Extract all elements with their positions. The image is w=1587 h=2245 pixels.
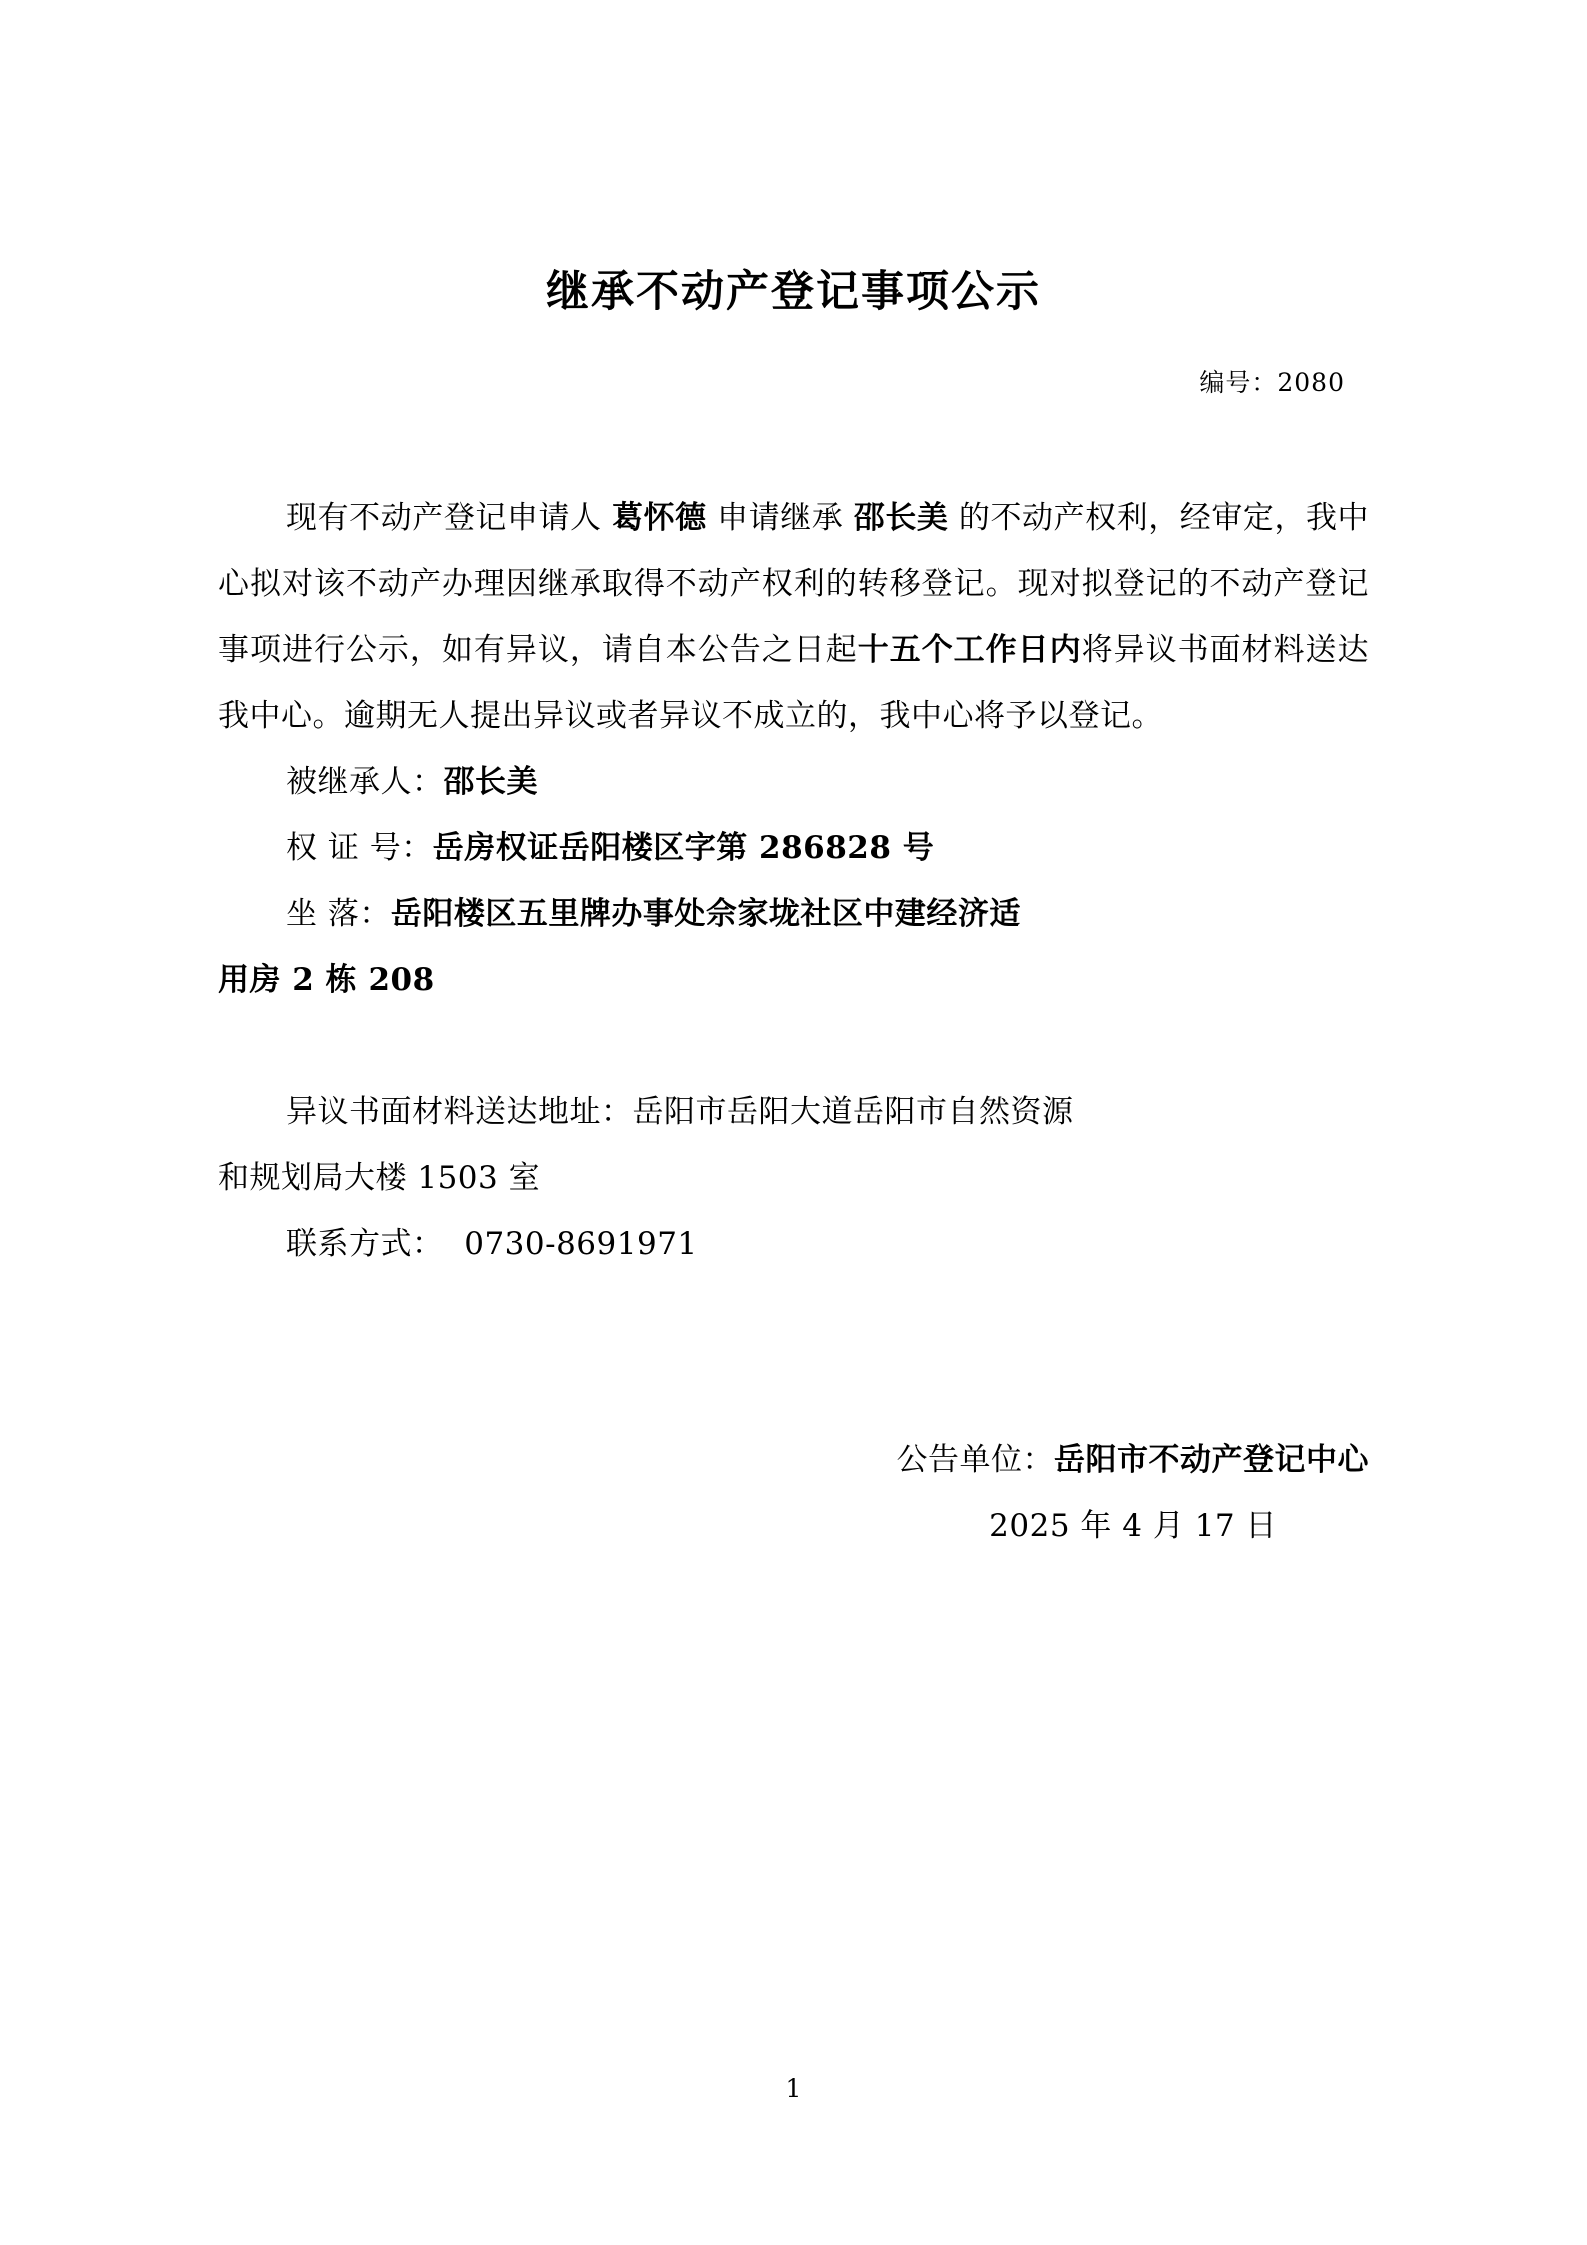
paragraph-segment-1: 现有不动产登记申请人 — [286, 500, 602, 536]
field-location-value: 岳阳楼区五里牌办事处佘家垅社区中建经济适 — [390, 896, 1021, 932]
signature-unit-value: 岳阳市不动产登记中心 — [1054, 1442, 1369, 1478]
signature-unit — [0, 1427, 1369, 1493]
document-body — [218, 485, 1369, 1277]
notice-address-label: 异议书面材料送达地址： — [286, 1094, 633, 1130]
paragraph-segment-3: 的不动产权利，经审定，我中心拟对该不动产办理因继承取得不动产权利的转移登记。现对拟登记的不动产登记事项进行公示，如有异议，请自本公告之日起 — [218, 500, 1370, 668]
field-location — [218, 881, 1369, 947]
signature-date: 2025 年 4 月 17 日 — [989, 1508, 1277, 1544]
field-decedent — [218, 749, 1369, 815]
field-decedent-value: 邵长美 — [443, 764, 538, 800]
applicant-name: 葛怀德 — [612, 500, 707, 536]
field-certificate-value: 岳房权证岳阳楼区字第 286828 号 — [432, 830, 935, 866]
paragraph-segment-2: 申请继承 — [717, 500, 844, 536]
field-location-label: 坐 落： — [286, 896, 391, 932]
notice-address-value: 岳阳市岳阳大道岳阳市自然资源 — [632, 1094, 1074, 1130]
paragraph-emphasis: 十五个工作日内 — [857, 632, 1082, 668]
document-number — [0, 363, 1345, 399]
signature-unit-label: 公告单位： — [896, 1442, 1054, 1478]
contact-line — [218, 1211, 1369, 1277]
document-number-value: 2080 — [1277, 368, 1345, 397]
page-title: 继承不动产登记事项公示 — [546, 267, 1041, 317]
field-certificate-label: 权 证 号： — [286, 830, 433, 866]
notice-address — [218, 1079, 1369, 1145]
page-number: 1 — [785, 2074, 802, 2103]
decedent-name-inline: 邵长美 — [853, 500, 949, 536]
field-location-value-continued: 用房 2 栋 208 — [218, 962, 435, 998]
paragraph-segment-4: 将异议书面材料送达我中心。逾期无人提出异议或者异议不成立的，我中心将予以登记。 — [218, 632, 1370, 734]
document-number-label: 编号： — [1199, 368, 1278, 397]
signature-block — [0, 1427, 1369, 1559]
main-paragraph — [218, 485, 1369, 749]
contact-label: 联系方式： — [286, 1226, 444, 1262]
field-certificate — [218, 815, 1369, 881]
notice-address-continued: 和规划局大楼 1503 室 — [218, 1160, 541, 1196]
spacer — [218, 1013, 1369, 1079]
field-decedent-label: 被继承人： — [286, 764, 444, 800]
contact-value: 0730-8691971 — [464, 1226, 698, 1262]
